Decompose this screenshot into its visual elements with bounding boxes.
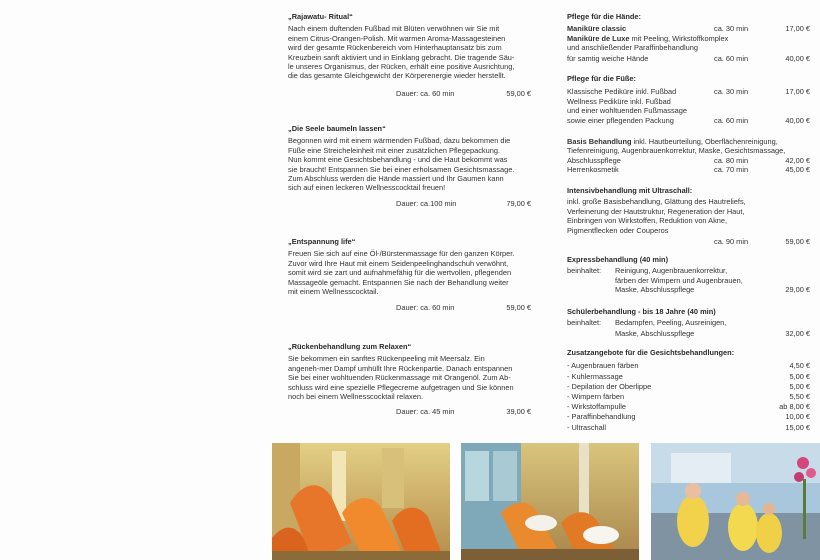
- section-description: inkl. große Basisbehandlung, Glättung des Hautreliefs, Verfeinerung der Hautstruktur, Regeneration der Haut, Einbringen von Wirkstoffen, Reduktion von Akne, Pigmentflecken oder Couperos: [567, 197, 746, 235]
- section-description: Sie bekommen ein sanftes Rückenpeeling mit Meersalz. Ein angeneh-mer Dampf umhüllt Ihre Rückenpartie. Danach entspannen Sie bei einer wohltuenden Rückenmassage mit Orangenöl. Zum Ab- schluss wird eine spezielle Pflegecreme aufgetragen und Sie können noch bei einem Wellnesscocktail relaxen.: [288, 354, 514, 402]
- price-row: [567, 54, 810, 63]
- section-ruecken: [288, 342, 531, 417]
- extra-service: - Depilation der Oberlippe: [567, 381, 652, 391]
- extra-service: - Ultraschall: [567, 422, 607, 432]
- service: Maniküre classic: [567, 24, 627, 34]
- section-rajawatu: [288, 12, 531, 98]
- price: 17,00 €: [785, 24, 810, 34]
- extra-service: - Kuhlermassage: [567, 371, 623, 381]
- price-row: [567, 165, 810, 174]
- photo-relaxation-loungers: [272, 443, 450, 560]
- includes-row: [567, 318, 810, 327]
- section-title: „Rajawatu- Ritual“: [288, 12, 353, 21]
- extra-row: [567, 382, 810, 392]
- price: 40,00 €: [785, 53, 810, 63]
- price: 5,00 €: [789, 381, 810, 391]
- price: 4,50 €: [789, 361, 810, 371]
- duration: ca. 30 min: [714, 24, 749, 34]
- section-description: Nach einem duftenden Fußbad mit Blüten verwöhnen wir Sie mit einem Citrus-Orangen-Polish. Mit warmen Aroma-Massagesteinen wird der gesamte Rückenbereich vom Hinterhauptansatz bis zum Kreuzbein sanft aktiviert und in Einklang gebracht. Die tragende Säu- le unseres Organismus, der Rücken, erhält eine positive Ausrichtung, die das gesamte Gleichgewicht der Körperenergie wieder herstellt.: [288, 24, 515, 81]
- section-description: Freuen Sie sich auf eine Öl-/Bürstenmassage für den ganzen Körper. Zuvor wird Ihre Haut mit einem Seidenpeelinghandschuh verwöhnt, somit wird sie zart und aufnahmefähig für die wertvollen, pflegenden Massageöle gemacht. Entspannen Sie nach der Behandlung weiter mit einem Wellnesscocktail.: [288, 249, 515, 297]
- section-extras: [567, 348, 810, 433]
- price-row: [567, 87, 810, 96]
- price: 79,00 €: [506, 198, 531, 208]
- duration: Dauer: ca. 45 min: [396, 407, 455, 417]
- extras-list: [567, 361, 810, 432]
- price-row: [567, 106, 810, 115]
- duration: ca. 30 min: [714, 87, 749, 97]
- duration-price-row: [288, 303, 531, 312]
- price-row: [567, 137, 810, 146]
- includes-row: [567, 276, 810, 285]
- price-row: [567, 97, 810, 106]
- price: 59,00 €: [506, 303, 531, 313]
- extra-row: [567, 412, 810, 422]
- section-title: Intensivbehandlung mit Ultraschall:: [567, 186, 693, 195]
- price: 15,00 €: [785, 422, 810, 432]
- section-seele: [288, 124, 531, 208]
- extra-service: - Wirkstoffampulle: [567, 402, 627, 412]
- section-subtitle: inkl. Hautbeurteilung, Oberflächenreinigung,: [631, 137, 778, 146]
- duration: ca. 60 min: [714, 115, 749, 125]
- service: und einer wohltuenden Fußmassage: [567, 106, 687, 116]
- section-title: Pflege für die Füße:: [567, 74, 636, 83]
- price: 59,00 €: [785, 237, 810, 247]
- price: ab 8,00 €: [779, 402, 810, 412]
- price: 32,00 €: [785, 328, 810, 338]
- price: 45,00 €: [785, 165, 810, 175]
- price: 5,50 €: [789, 392, 810, 402]
- includes-text: Maske, Abschlusspflege: [615, 328, 695, 338]
- section-title: „Die Seele baumeln lassen“: [288, 124, 386, 133]
- duration: Dauer: ca.100 min: [396, 198, 457, 208]
- price-row: [567, 24, 810, 33]
- section-fuesse: [567, 74, 810, 125]
- extra-row: [567, 402, 810, 412]
- price-list: [567, 24, 810, 63]
- service: Tiefenreinigung, Augenbrauenkorrektur, Maske, Gesichtsmassage,: [567, 146, 786, 156]
- section-title: Expressbehandlung (40 min): [567, 255, 669, 264]
- extra-service: - Paraffinbehandlung: [567, 412, 636, 422]
- service: für samtig weiche Hände: [567, 53, 649, 63]
- extra-row: [567, 423, 810, 433]
- section-schueler: [567, 307, 810, 338]
- section-title: Zusatzangebote für die Gesichtsbehandlungen:: [567, 348, 735, 357]
- includes-text: Maske, Abschlusspflege: [615, 285, 695, 295]
- extra-service: - Augenbrauen färben: [567, 361, 639, 371]
- price-row: [567, 116, 810, 125]
- extra-row: [567, 372, 810, 382]
- section-description: Begonnen wird mit einem wärmenden Fußbad, dazu bekommen die Füße eine Streicheleinheit mit einer zusätzlichen Pflegepackung. Nun kommt eine Gesichtsbehandlung - und die Haut bekommt was sie braucht! Entspannen Sie bei einer erholsamen Gesichtsmassage. Zum Abschluss werden die Hände massiert und Ihr Gaumen kann sich auf einen leckeren Wellnesscocktail freuen!: [288, 136, 515, 193]
- duration: ca. 80 min: [714, 155, 749, 165]
- price-row: [567, 285, 810, 294]
- price: 42,00 €: [785, 155, 810, 165]
- price: 59,00 €: [506, 88, 531, 98]
- section-title: Basis Behandlung: [567, 137, 632, 146]
- extra-row: [567, 361, 810, 371]
- includes-label: beinhaltet:: [567, 318, 602, 328]
- duration: ca. 70 min: [714, 165, 749, 175]
- price-row: [567, 146, 810, 155]
- service: Abschlusspflege: [567, 155, 621, 165]
- extra-service: - Wimpern färben: [567, 392, 625, 402]
- duration: Dauer: ca. 60 min: [396, 303, 455, 313]
- section-entspannung: [288, 237, 531, 313]
- section-basis: [567, 137, 810, 175]
- price: 17,00 €: [785, 87, 810, 97]
- extra-row: [567, 392, 810, 402]
- duration: ca. 60 min: [714, 53, 749, 63]
- price-row: [567, 237, 810, 246]
- duration-price-row: [288, 407, 531, 416]
- duration: Dauer: ca. 60 min: [396, 88, 455, 98]
- section-title: Pflege für die Hände:: [567, 12, 641, 21]
- price-row: [567, 34, 810, 43]
- price: 10,00 €: [785, 412, 810, 422]
- duration-price-row: [288, 89, 531, 98]
- section-express: [567, 255, 810, 295]
- service: Herrenkosmetik: [567, 165, 619, 175]
- service: und anschließender Paraffinbehandlung: [567, 43, 698, 53]
- section-intensiv: [567, 186, 810, 246]
- service: Wellness Pediküre inkl. Fußbad: [567, 96, 671, 106]
- includes-label: beinhaltet:: [567, 266, 602, 276]
- service: Maniküre de Luxe mit Peeling, Wirkstoffkomplex: [567, 33, 729, 43]
- price-row: [567, 156, 810, 165]
- photo-spa-bar: [651, 443, 820, 560]
- price-row: [567, 329, 810, 338]
- section-haende: [567, 12, 810, 63]
- price: 39,00 €: [506, 407, 531, 417]
- price: 29,00 €: [785, 285, 810, 295]
- duration: ca. 90 min: [714, 237, 749, 247]
- duration-price-row: [288, 199, 531, 208]
- price-list: [567, 87, 810, 125]
- includes-text: färben der Wimpern und Augenbrauen,: [615, 275, 743, 285]
- price: 40,00 €: [785, 115, 810, 125]
- price-row: [567, 43, 810, 52]
- photo-relaxation-room: [461, 443, 639, 560]
- section-title: „Entspannung life“: [288, 237, 356, 246]
- includes-text: Reinigung, Augenbrauenkorrektur,: [615, 266, 728, 276]
- service: sowie einer pflegenden Packung: [567, 115, 674, 125]
- includes-text: Bedampfen, Peeling, Ausreinigen,: [615, 318, 727, 328]
- section-title: „Rückenbehandlung zum Relaxen“: [288, 342, 412, 351]
- service: Klassische Pediküre inkl. Fußbad: [567, 87, 677, 97]
- price: 5,00 €: [789, 371, 810, 381]
- section-title: Schülerbehandlung - bis 18 Jahre (40 min): [567, 307, 716, 316]
- includes-row: [567, 266, 810, 275]
